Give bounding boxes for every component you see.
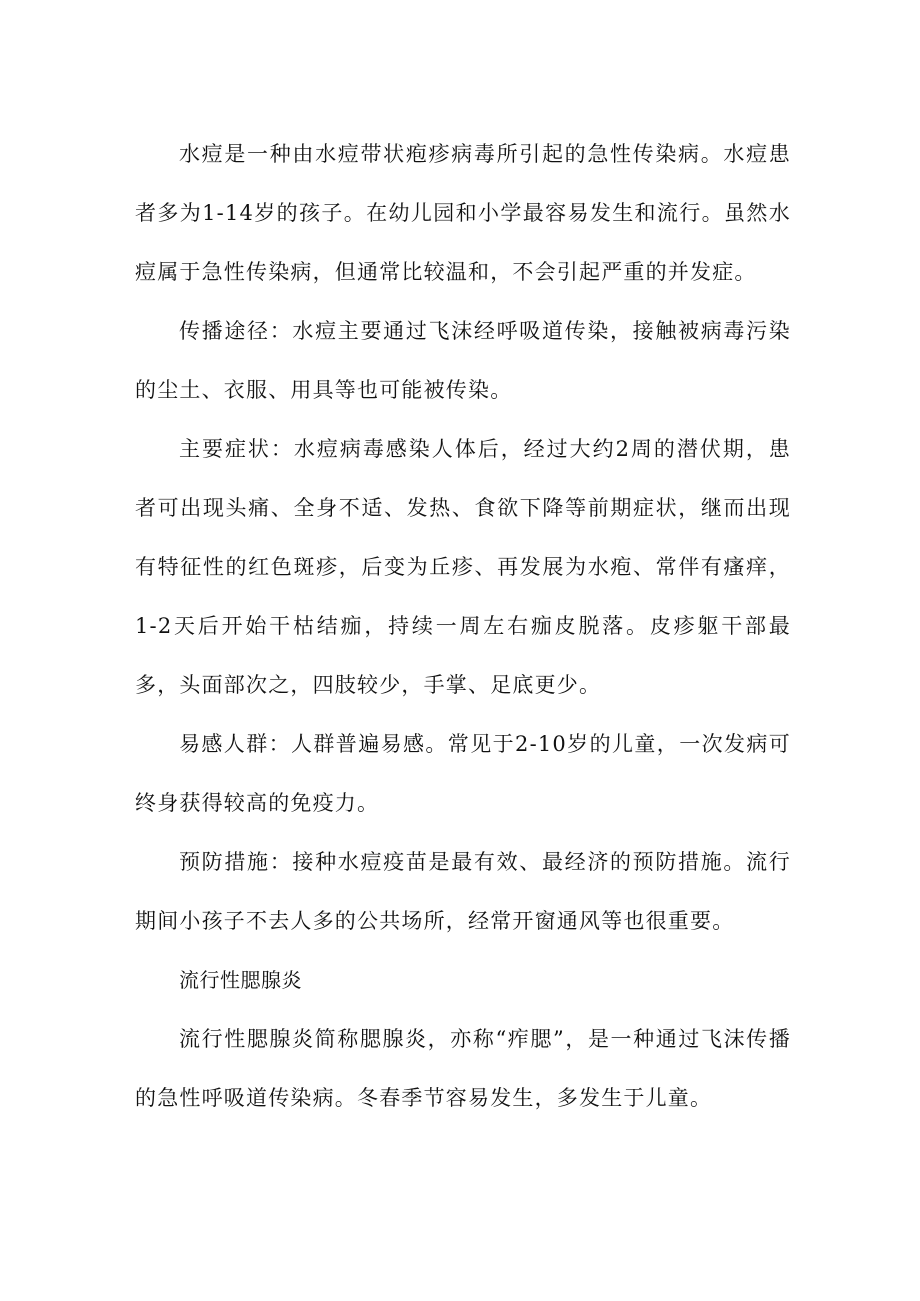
paragraph-susceptible-population: 易感人群：人群普遍易感。常见于2-10岁的儿童，一次发病可终身获得较高的免疫力。 <box>135 732 791 815</box>
paragraph-chickenpox-intro: 水痘是一种由水痘带状疱疹病毒所引起的急性传染病。水痘患者多为1-14岁的孩子。在幼儿园和小学最容易发生和流行。虽然水痘属于急性传染病，但通常比较温和，不会引起严重的并发症。 <box>135 142 791 284</box>
paragraph-prevention: 预防措施：接种水痘疫苗是最有效、最经济的预防措施。流行期间小孩子不去人多的公共场所，经常开窗通风等也很重要。 <box>135 850 791 933</box>
document-body <box>135 125 791 1128</box>
paragraph-symptoms: 主要症状：水痘病毒感染人体后，经过大约2周的潜伏期，患者可出现头痛、全身不适、发热、食欲下降等前期症状，继而出现有特征性的红色斑疹，后变为丘疹、再发展为水疱、常伴有瘙痒，1-2天后开始干枯结痂，持续一周左右痂皮脱落。皮疹躯干部最多，头面部次之，四肢较少，手掌、足底更少。 <box>135 437 791 697</box>
paragraph-transmission: 传播途径：水痘主要通过飞沫经呼吸道传染，接触被病毒污染的尘土、衣服、用具等也可能被传染。 <box>135 319 791 402</box>
paragraph-mumps-intro: 流行性腮腺炎简称腮腺炎，亦称“痄腮”，是一种通过飞沫传播的急性呼吸道传染病。冬春季节容易发生，多发生于儿童。 <box>135 1027 791 1110</box>
section-heading-mumps: 流行性腮腺炎 <box>179 968 302 992</box>
